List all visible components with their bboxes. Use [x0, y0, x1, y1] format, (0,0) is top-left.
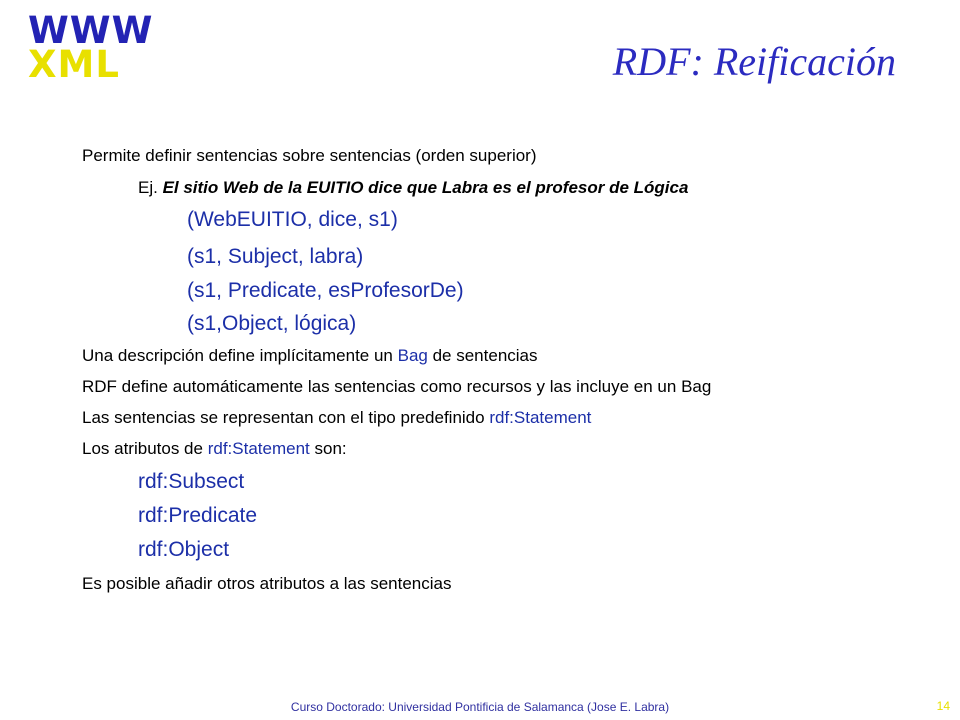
attr-object: rdf:Object [138, 538, 230, 561]
bag-keyword: Bag [397, 346, 428, 365]
example-prefix: Ej. [138, 178, 163, 197]
rdf-statement-keyword: rdf:Statement [489, 408, 592, 427]
triple-4: (s1,Object, lógica) [187, 312, 357, 335]
www-xml-logo [28, 9, 154, 88]
bullet-5 [82, 439, 347, 459]
bullet-2-text-a: Una descripción define implícitamente un [82, 346, 398, 365]
bullet-3: RDF define automáticamente las sentencias como recursos y las incluye en un Bag [82, 377, 712, 396]
bullet-4 [82, 408, 591, 428]
page-number: 14 [936, 699, 950, 713]
bullet-1-text: Permite definir sentencias sobre sentencias (orden superior) [82, 146, 537, 165]
slide-title: RDF: Reificación [612, 39, 896, 84]
example-sentence: El sitio Web de la EUITIO dice que Labra es el profesor de Lógica [162, 178, 689, 197]
bullet-5-text-a: Los atributos de [82, 439, 208, 458]
bullet-5-text-b: son: [309, 439, 347, 458]
bullet-2-text-b: de sentencias [427, 346, 538, 365]
triple-1: (WebEUITIO, dice, s1) [187, 208, 398, 231]
logo-www: WWW [28, 9, 154, 52]
bullet-4-text: Las sentencias se representan con el tipo predefinido [82, 408, 490, 427]
attr-subject: rdf:Subsect [138, 470, 245, 493]
bullet-2 [82, 346, 538, 366]
triple-2: (s1, Subject, labra) [187, 245, 364, 268]
rdf-statement-keyword-2: rdf:Statement [207, 439, 310, 458]
footer-text: Curso Doctorado: Universidad Pontificia de Salamanca (Jose E. Labra) [290, 700, 670, 714]
attr-predicate: rdf:Predicate [138, 504, 258, 527]
bullet-6: Es posible añadir otros atributos a las sentencias [82, 574, 452, 593]
bullet-1 [82, 146, 537, 166]
logo-xml: XML [28, 43, 120, 86]
example-line [138, 178, 688, 198]
triple-3: (s1, Predicate, esProfesorDe) [187, 279, 464, 302]
